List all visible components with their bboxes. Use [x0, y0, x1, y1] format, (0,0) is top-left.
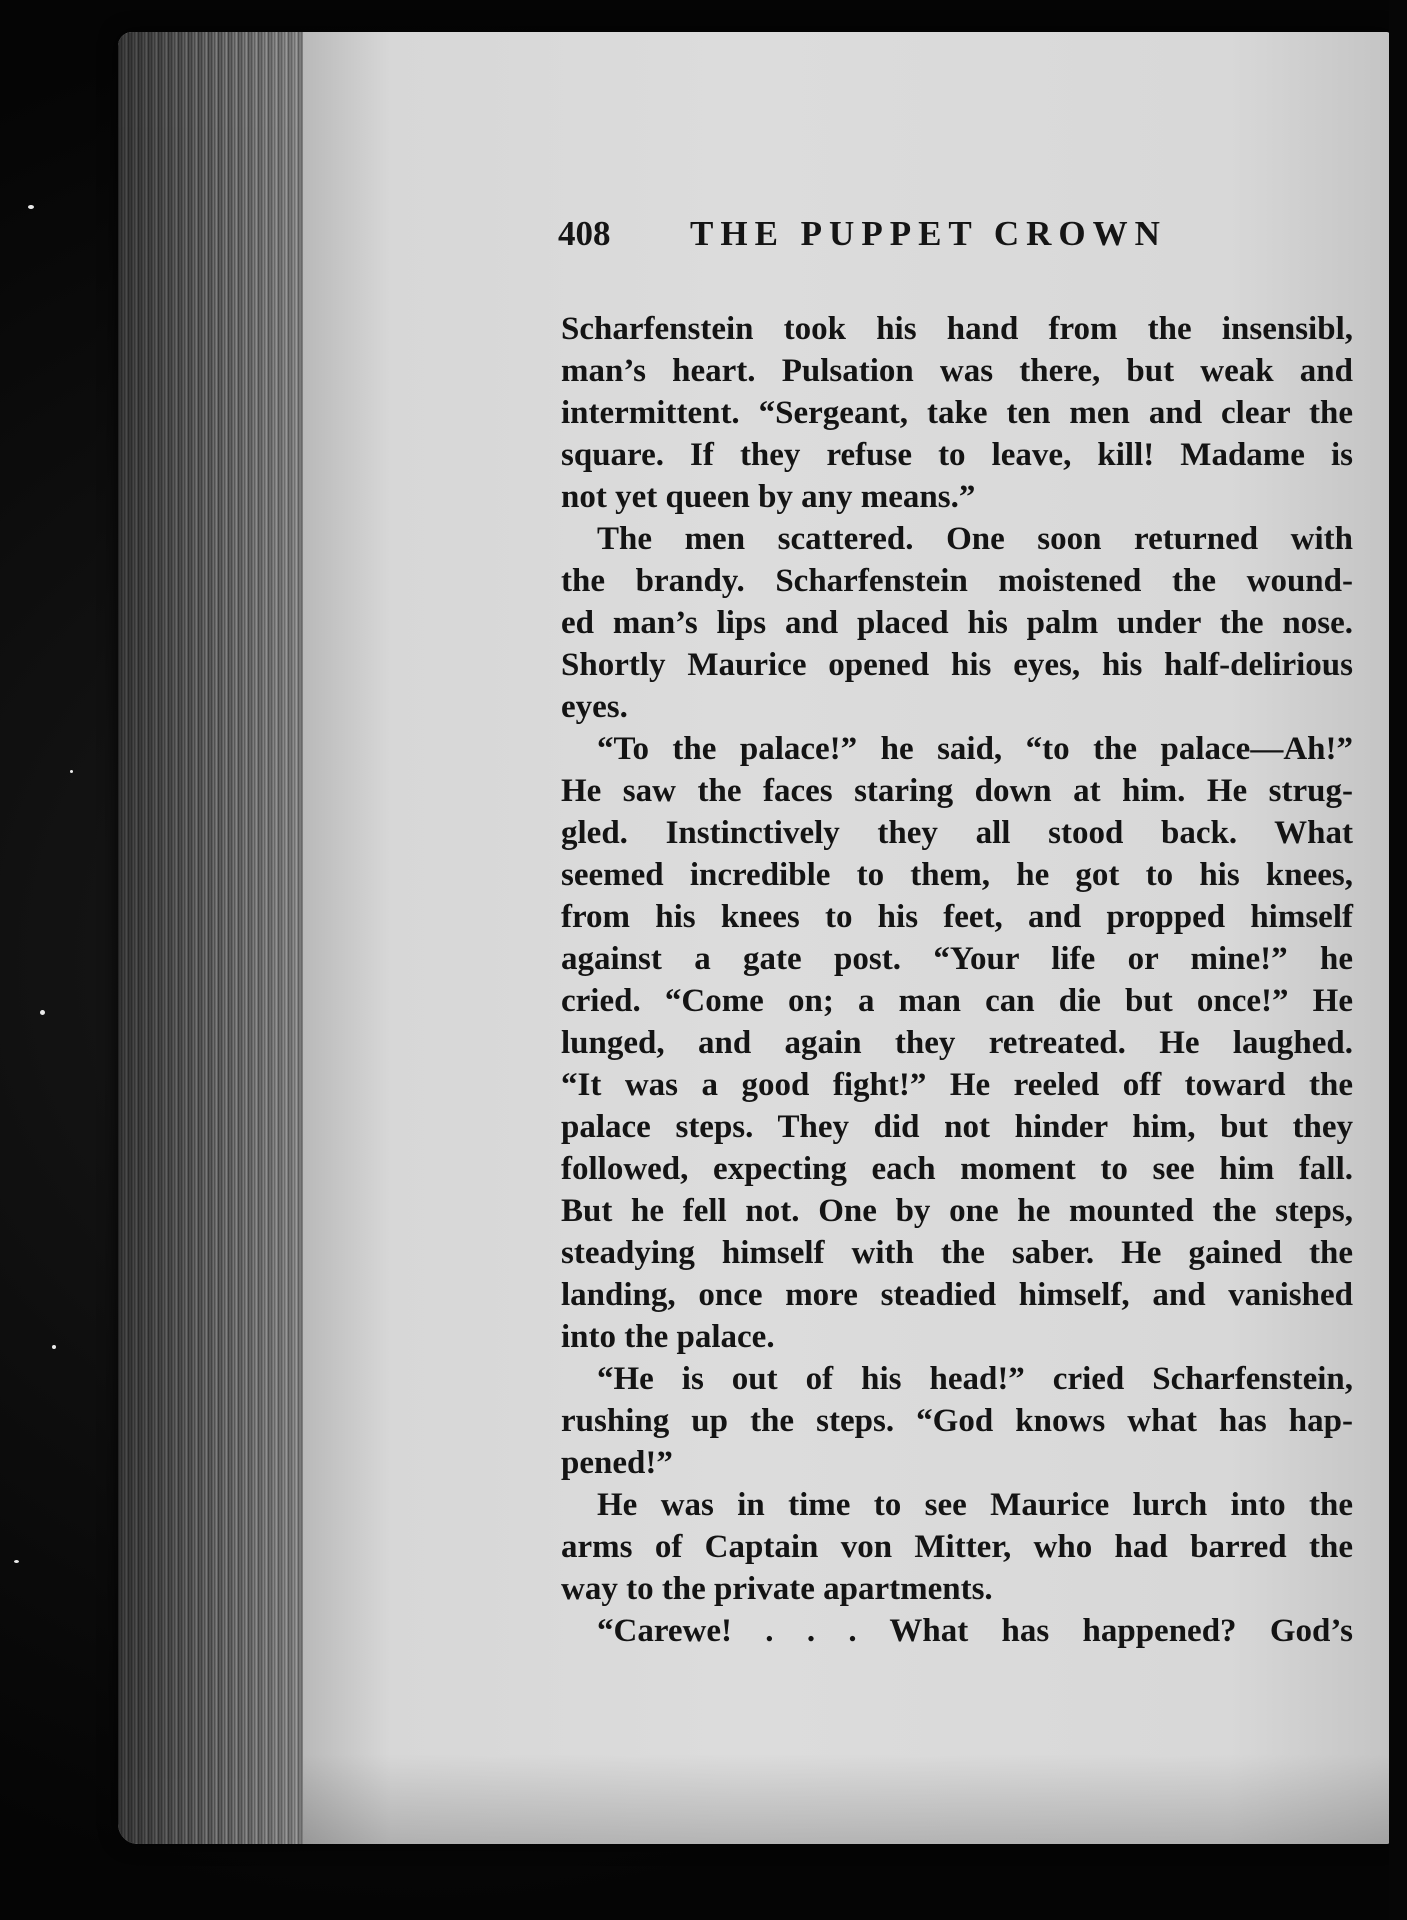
- text-line: “Carewe! . . . What has happened? God’s: [597, 1613, 1353, 1649]
- text-line: arms of Captain von Mitter, who had barred the: [561, 1529, 1353, 1565]
- scan-edge: [1389, 0, 1407, 1920]
- scan-speck: [40, 1010, 45, 1015]
- text-line: eyes.: [561, 689, 628, 725]
- text-line: landing, once more steadied himself, and vanished: [561, 1277, 1353, 1313]
- text-line: steadying himself with the saber. He gained the: [561, 1235, 1353, 1271]
- book-title: THE PUPPET CROWN: [690, 214, 1167, 253]
- text-line: pened!”: [561, 1445, 673, 1481]
- scan-speck: [70, 770, 73, 773]
- text-line: “To the palace!” he said, “to the palace—Ah!”: [597, 731, 1353, 767]
- text-line: The men scattered. One soon returned with: [597, 521, 1353, 557]
- running-header: [558, 214, 1238, 262]
- text-line: square. If they refuse to leave, kill! Madame is: [561, 437, 1353, 473]
- text-line: gled. Instinctively they all stood back. What: [561, 815, 1353, 851]
- text-line: lunged, and again they retreated. He laughed.: [561, 1025, 1353, 1061]
- text-line: followed, expecting each moment to see him fall.: [561, 1151, 1353, 1187]
- text-line: against a gate post. “Your life or mine!” he: [561, 941, 1353, 977]
- text-line: seemed incredible to them, he got to his knees,: [561, 857, 1353, 893]
- text-line: Scharfenstein took his hand from the insensibl,: [561, 311, 1353, 347]
- text-line: He saw the faces staring down at him. He strug-: [561, 773, 1353, 809]
- page-edges: [118, 32, 303, 1844]
- scan-speck: [52, 1345, 56, 1349]
- text-line: from his knees to his feet, and propped himself: [561, 899, 1353, 935]
- text-line: not yet queen by any means.”: [561, 479, 976, 515]
- text-line: intermittent. “Sergeant, take ten men and clear the: [561, 395, 1353, 431]
- body-text: [561, 308, 1353, 1652]
- text-line: the brandy. Scharfenstein moistened the wound-: [561, 563, 1353, 599]
- text-line: into the palace.: [561, 1319, 775, 1355]
- text-line: “It was a good fight!” He reeled off toward the: [561, 1067, 1353, 1103]
- text-line: He was in time to see Maurice lurch into the: [597, 1487, 1353, 1523]
- text-line: palace steps. They did not hinder him, but they: [561, 1109, 1353, 1145]
- text-line: But he fell not. One by one he mounted the steps,: [561, 1193, 1353, 1229]
- text-line: Shortly Maurice opened his eyes, his half-delirious: [561, 647, 1353, 683]
- scan-speck: [14, 1560, 19, 1563]
- text-line: man’s heart. Pulsation was there, but weak and: [561, 353, 1353, 389]
- text-line: “He is out of his head!” cried Scharfenstein,: [597, 1361, 1353, 1397]
- text-line: rushing up the steps. “God knows what has hap-: [561, 1403, 1353, 1439]
- page-number: 408: [558, 214, 611, 253]
- scan-speck: [28, 205, 34, 209]
- text-line: ed man’s lips and placed his palm under the nose.: [561, 605, 1353, 641]
- text-line: way to the private apartments.: [561, 1571, 993, 1607]
- text-line: cried. “Come on; a man can die but once!” He: [561, 983, 1353, 1019]
